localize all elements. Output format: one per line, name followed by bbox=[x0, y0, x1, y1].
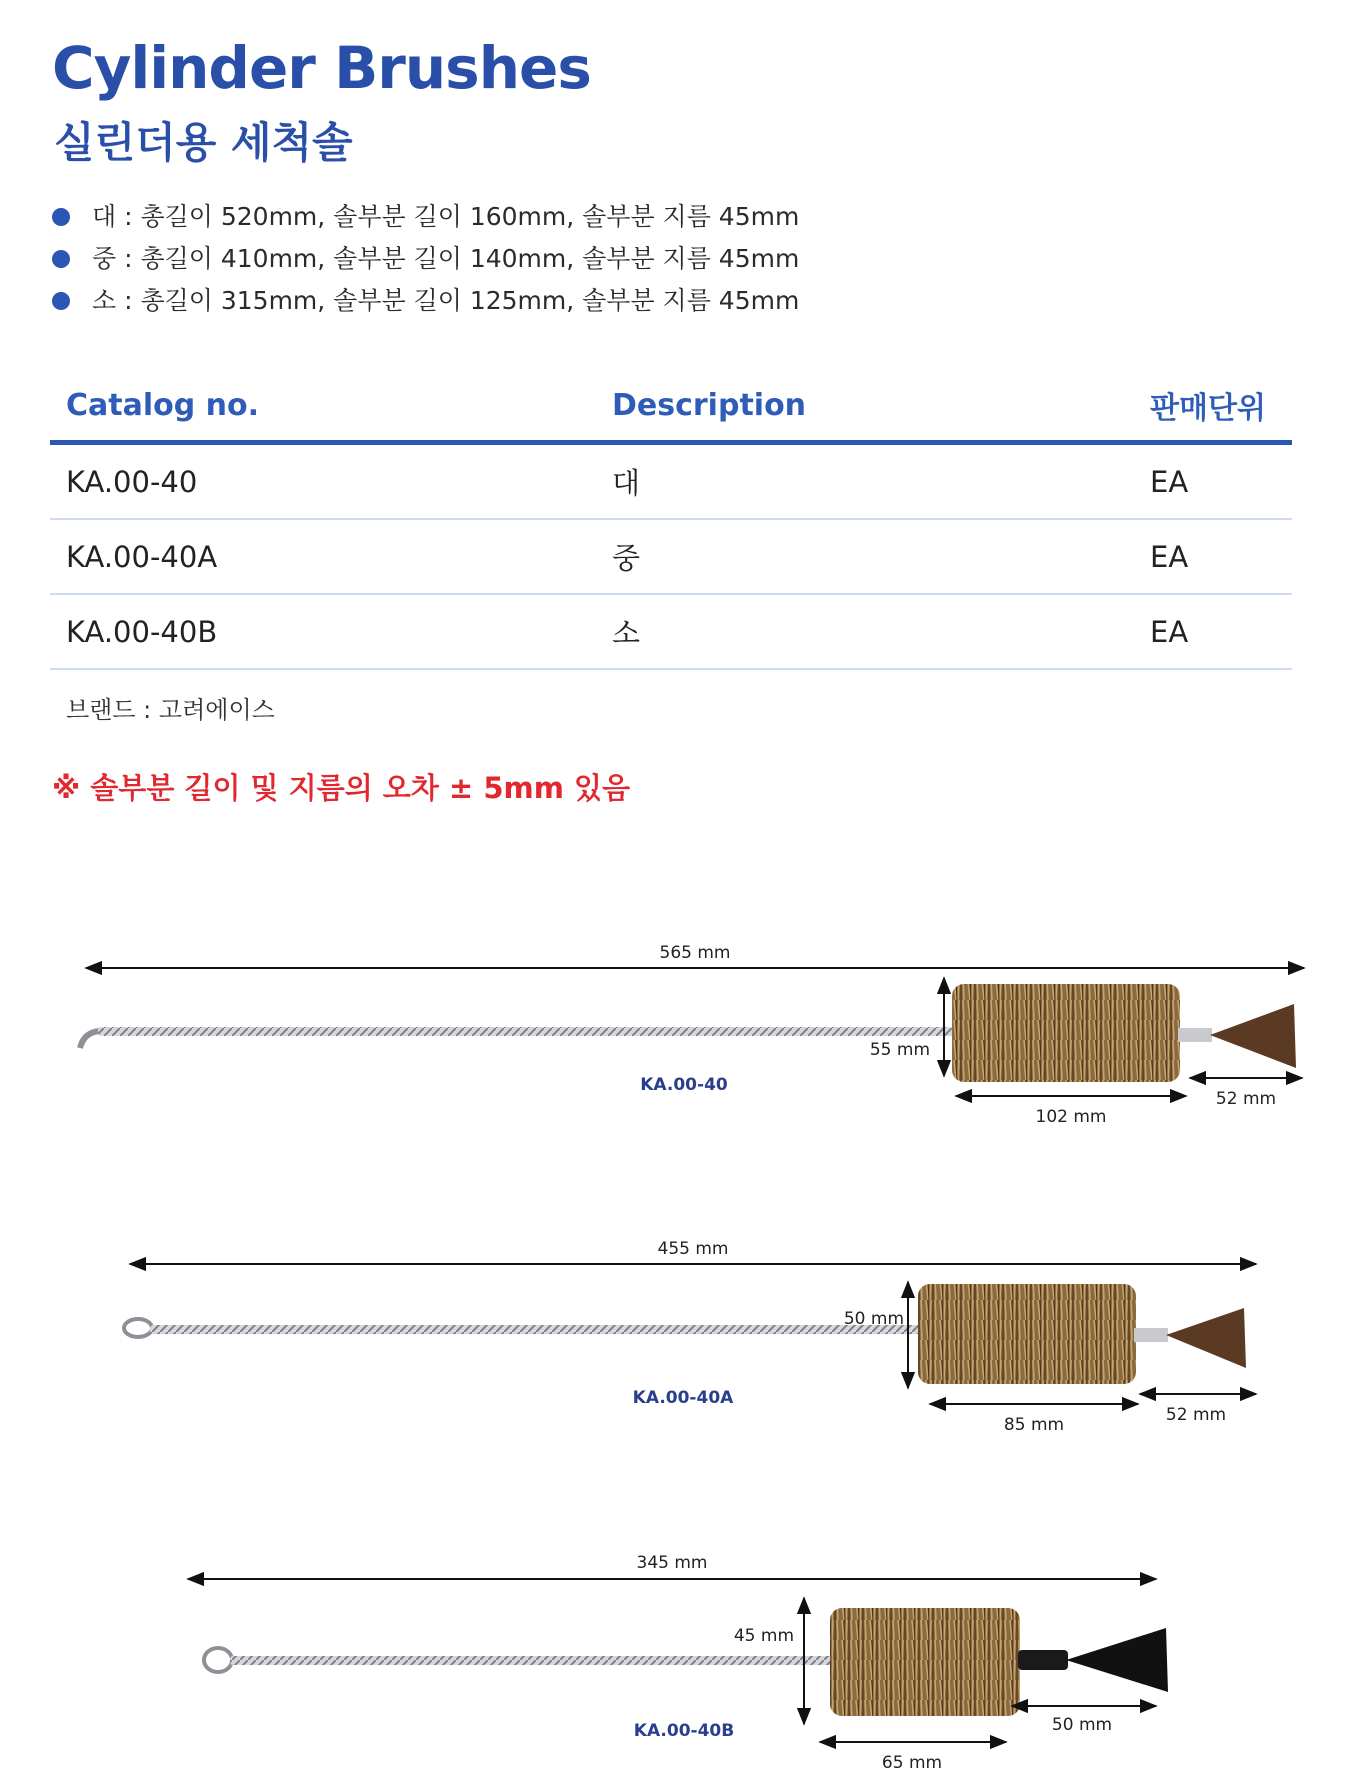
tip-length-label: 50 mm bbox=[1051, 1715, 1113, 1735]
brush-length-label: 85 mm bbox=[1003, 1415, 1065, 1435]
brush-length-label: 65 mm bbox=[881, 1753, 943, 1772]
header-description: Description bbox=[596, 370, 1134, 443]
spec-text: 소 : 총길이 315mm, 솔부분 길이 125mm, 솔부분 지름 45mm bbox=[92, 286, 800, 315]
page-subtitle: 실린더용 세척솔 bbox=[54, 118, 353, 167]
catalog-label: KA.00-40 bbox=[640, 1075, 728, 1095]
bullet-icon bbox=[52, 208, 70, 226]
spec-text: 중 : 총길이 410mm, 솔부분 길이 140mm, 솔부분 지름 45mm bbox=[92, 244, 800, 273]
tip-length-label: 52 mm bbox=[1215, 1089, 1277, 1109]
diameter-label: 45 mm bbox=[733, 1626, 794, 1646]
brush-diagram-large bbox=[80, 943, 1304, 1127]
spec-item bbox=[50, 280, 799, 322]
header-catalog-no: Catalog no. bbox=[50, 370, 596, 443]
tip-length-label: 52 mm bbox=[1165, 1405, 1227, 1425]
table-row bbox=[50, 594, 1292, 669]
cell-description: 중 bbox=[596, 519, 1134, 594]
brand-label: 브랜드 : 고려에이스 bbox=[66, 696, 275, 724]
bullet-icon bbox=[52, 292, 70, 310]
brush-diagram-medium bbox=[124, 1239, 1256, 1435]
cell-catalog-no: KA.00-40A bbox=[50, 519, 596, 594]
tolerance-note: ※ 솔부분 길이 및 지름의 오차 ± 5mm 있음 bbox=[52, 771, 631, 805]
diameter-label: 50 mm bbox=[843, 1309, 904, 1329]
brush-length-label: 102 mm bbox=[1035, 1107, 1107, 1127]
brush-diagrams bbox=[0, 900, 1358, 1772]
spec-text: 대 : 총길이 520mm, 솔부분 길이 160mm, 솔부분 지름 45mm bbox=[92, 202, 800, 231]
total-length-label: 345 mm bbox=[636, 1553, 708, 1573]
table-header-row bbox=[50, 370, 1292, 443]
total-length-label: 455 mm bbox=[657, 1239, 729, 1259]
brush-diagram-small bbox=[188, 1553, 1168, 1772]
bullet-icon bbox=[52, 250, 70, 268]
total-length-label: 565 mm bbox=[659, 943, 731, 963]
spec-list bbox=[50, 196, 799, 322]
cell-description: 대 bbox=[596, 443, 1134, 520]
cell-catalog-no: KA.00-40B bbox=[50, 594, 596, 669]
cell-unit: EA bbox=[1134, 519, 1292, 594]
table-row bbox=[50, 443, 1292, 520]
cell-catalog-no: KA.00-40 bbox=[50, 443, 596, 520]
page-title: Cylinder Brushes bbox=[52, 34, 591, 102]
spec-item bbox=[50, 238, 799, 280]
table-row bbox=[50, 519, 1292, 594]
catalog-label: KA.00-40B bbox=[633, 1721, 735, 1741]
cell-unit: EA bbox=[1134, 443, 1292, 520]
cell-unit: EA bbox=[1134, 594, 1292, 669]
catalog-table bbox=[50, 370, 1292, 670]
catalog-label: KA.00-40A bbox=[632, 1388, 734, 1408]
cell-description: 소 bbox=[596, 594, 1134, 669]
spec-item bbox=[50, 196, 799, 238]
diameter-label: 55 mm bbox=[869, 1040, 930, 1060]
header-sales-unit: 판매단위 bbox=[1134, 370, 1292, 443]
